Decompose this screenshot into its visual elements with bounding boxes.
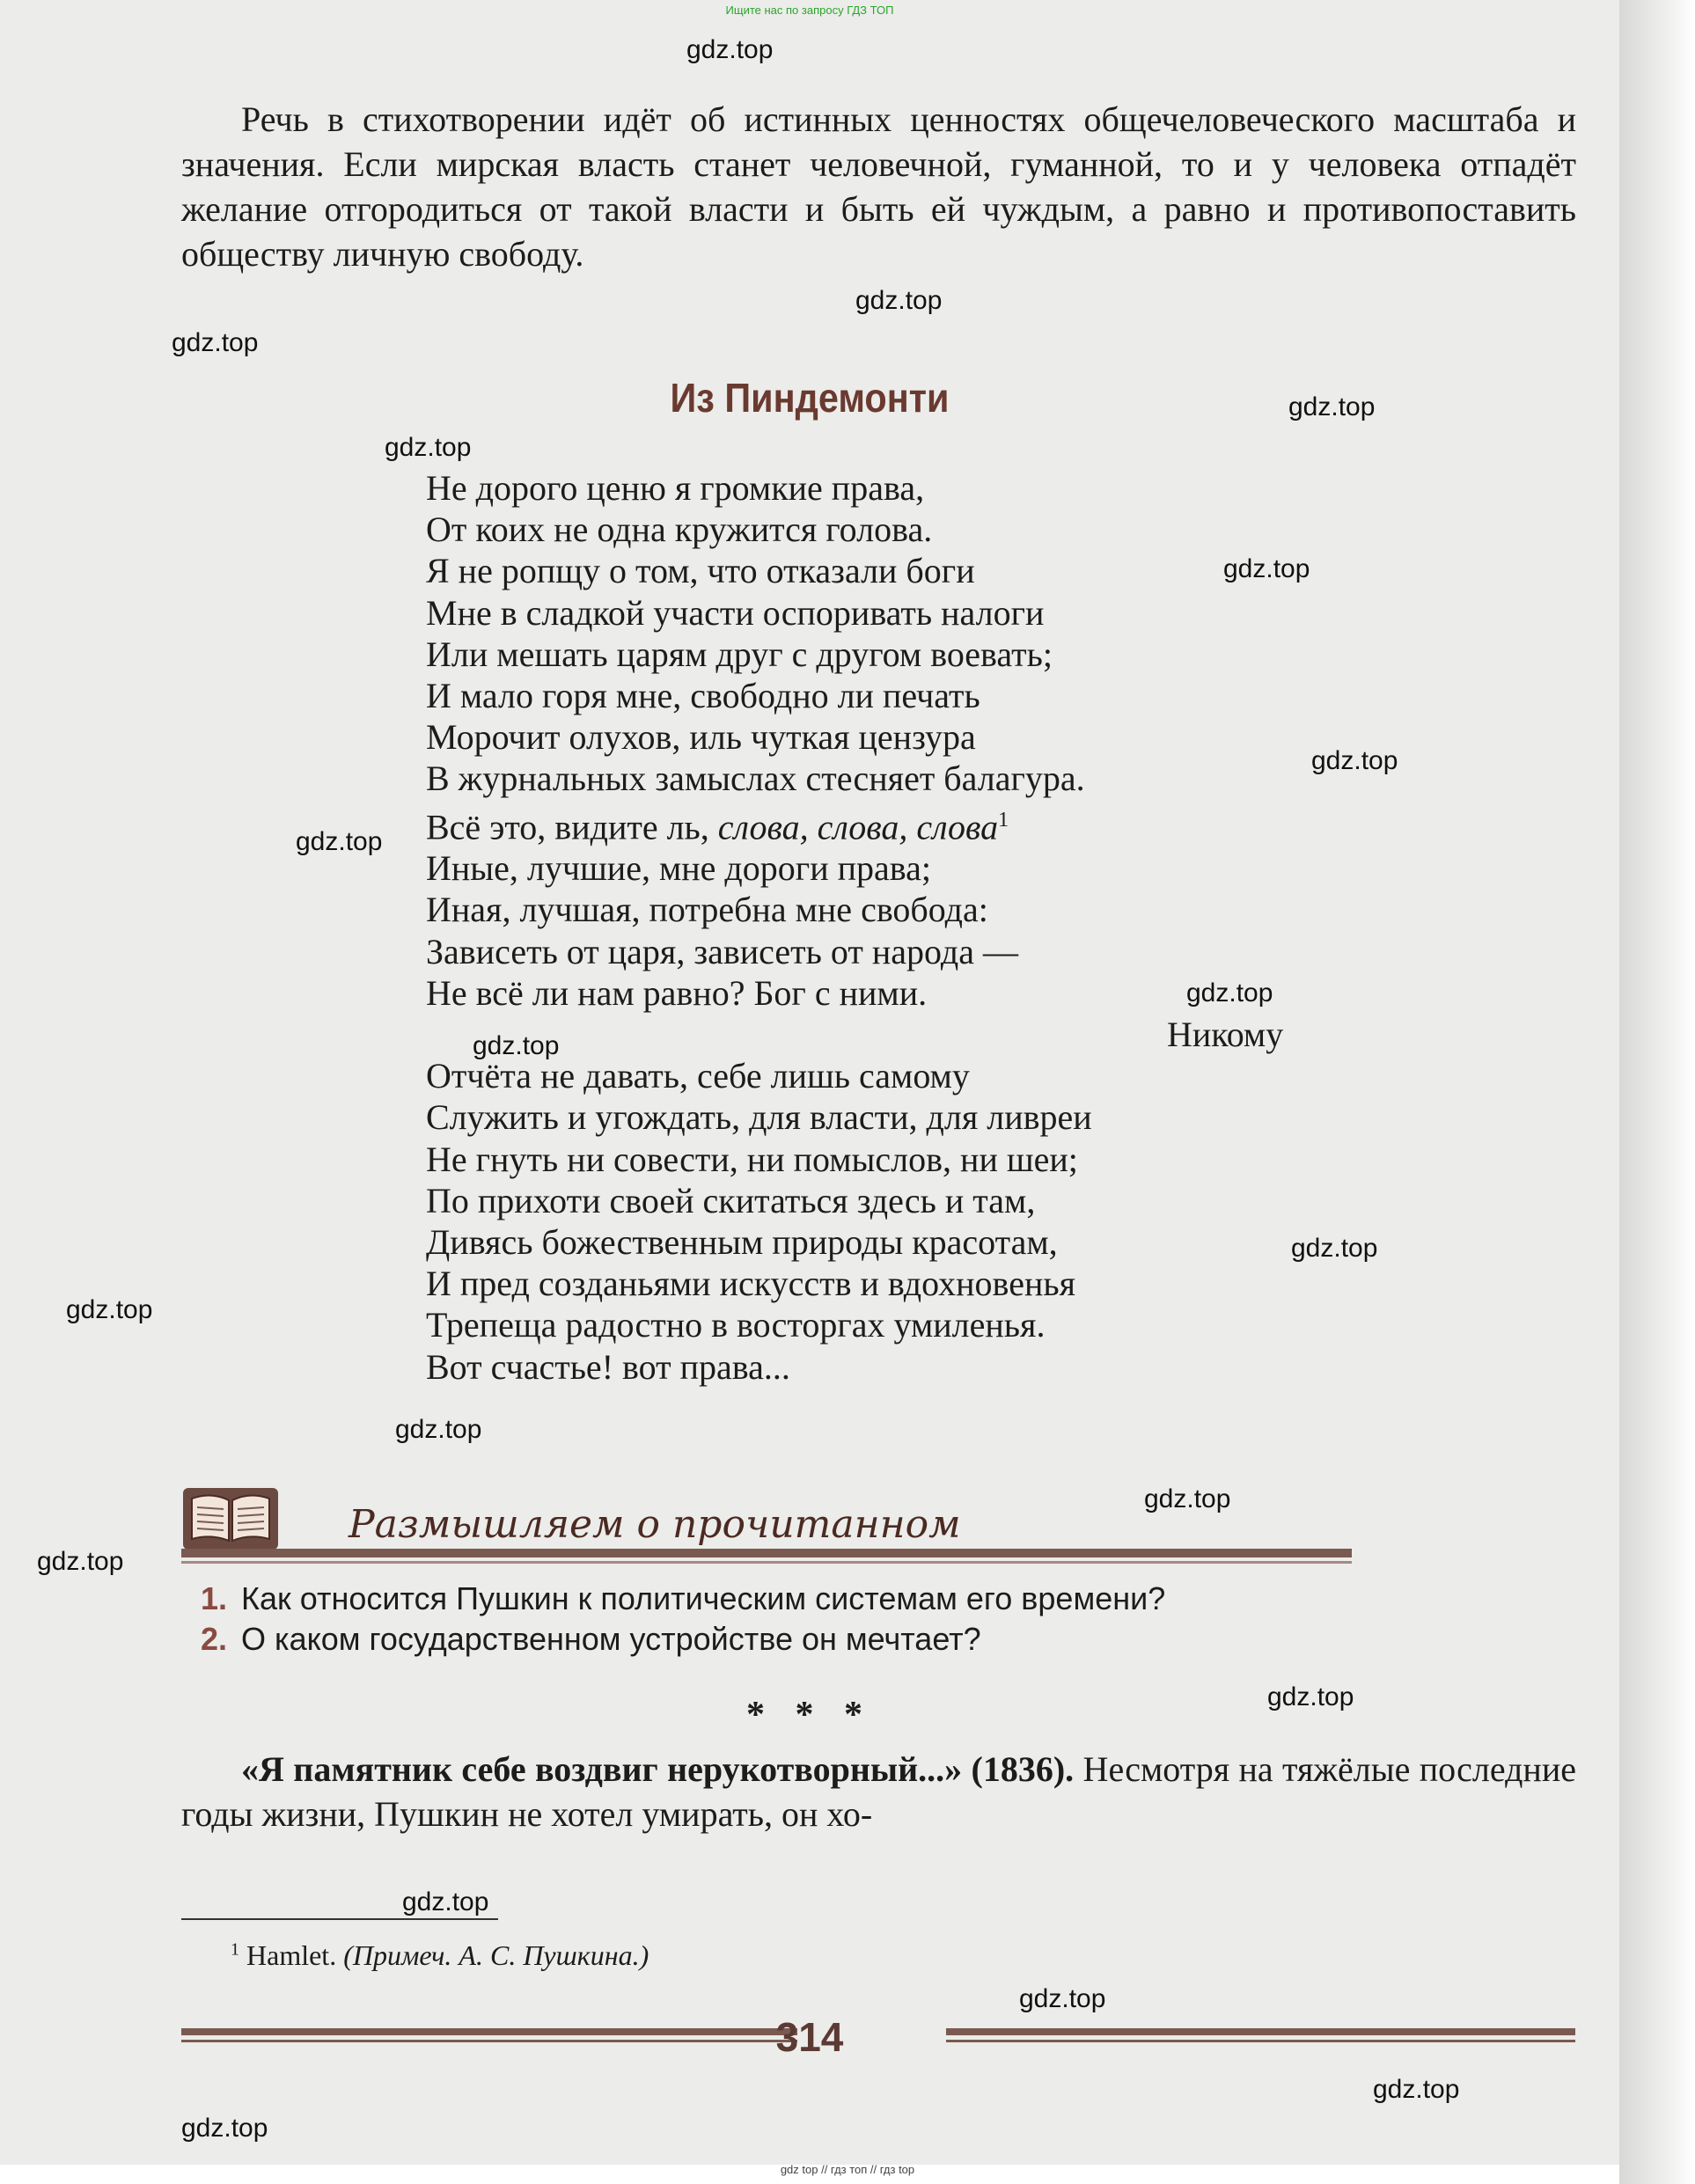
watermark: gdz.top	[385, 433, 472, 462]
watermark: gdz.top	[1223, 554, 1310, 583]
poem-line: Я не ропщу о том, что отказали боги	[426, 551, 975, 591]
poem-line: Мне в сладкой участи оспоривать налоги	[426, 592, 1045, 633]
watermark: gdz.top	[1019, 1984, 1106, 2013]
open-book-icon	[181, 1483, 280, 1553]
footnote	[231, 1939, 649, 1972]
question-2: 2. О каком государственном устройстве он мечтает?	[201, 1621, 981, 1657]
section-rule	[181, 1549, 1352, 1557]
section-separator: * * *	[746, 1695, 873, 1735]
poem-line: В журнальных замыслах стесняет балагура.	[426, 759, 1085, 799]
watermark: gdz.top	[172, 328, 259, 357]
watermark: gdz.top	[37, 1547, 124, 1576]
watermark: gdz.top	[1267, 1682, 1354, 1711]
closing-bold-title: «Я памятник себе воздвиг нерукотворный...» (1836).	[241, 1749, 1075, 1789]
poem-line: От коих не одна кружится голова.	[426, 509, 933, 550]
watermark: gdz.top	[66, 1295, 153, 1324]
section-title: Размышляем о прочитанном	[349, 1502, 961, 1547]
watermark: gdz.top	[473, 1031, 560, 1060]
watermark: gdz.top	[1288, 392, 1376, 421]
watermark: gdz.top	[1144, 1484, 1231, 1513]
poem-line-indented: Никому	[1167, 1014, 1284, 1054]
poem-line: Трепеща радостно в восторгах умиленья.	[426, 1305, 1046, 1345]
closing-paragraph	[181, 1747, 1576, 1836]
poem-line: Не гнуть ни совести, ни помыслов, ни шеи;	[426, 1139, 1078, 1179]
watermark: gdz.top	[395, 1415, 482, 1444]
poem-title: Из Пиндемонти	[670, 375, 950, 421]
poem-line: Иная, лучшая, потребна мне свобода:	[426, 890, 988, 930]
poem-line: Служить и угождать, для власти, для ливреи	[426, 1097, 1092, 1138]
poem-line: Или мешать царям друг с другом воевать;	[426, 634, 1053, 674]
top-banner: Ищите нас по запросу ГДЗ ТОП	[725, 4, 894, 17]
page-edge	[1619, 0, 1695, 2184]
watermark: gdz.top	[296, 827, 383, 856]
poem-line-with-footnote	[426, 800, 1283, 848]
poem-line: Морочит олухов, иль чуткая цензура	[426, 717, 976, 758]
footnote-note: (Примеч. А. С. Пушкина.)	[343, 1939, 649, 1971]
page-number: 314	[775, 2014, 844, 2060]
footnote-number: 1	[231, 1939, 239, 1960]
section-heading	[181, 1483, 1361, 1553]
footnote-text: Hamlet.	[246, 1939, 337, 1971]
poem-line: Зависеть от царя, зависеть от народа —	[426, 931, 1018, 971]
poem-line: Отчёта не давать, себе лишь самому	[426, 1056, 970, 1096]
watermark: gdz.top	[855, 286, 943, 315]
poem-italic-words: слова, слова, слова	[717, 806, 999, 846]
watermark: gdz.top	[1373, 2075, 1460, 2104]
poem-line: И пред созданьями искусств и вдохновенья	[426, 1264, 1075, 1304]
watermark: gdz.top	[1311, 746, 1398, 775]
poem-body	[426, 467, 1283, 1388]
poem-line: Иные, лучшие, мне дороги права;	[426, 848, 931, 889]
question-1: 1. Как относится Пушкин к политическим системам его времени?	[201, 1580, 1166, 1616]
poem-line: Не дорого ценю я громкие права,	[426, 468, 925, 508]
watermark: gdz.top	[402, 1887, 489, 1916]
watermark: gdz.top	[1291, 1234, 1378, 1263]
watermark: gdz.top	[1186, 978, 1273, 1008]
section-rule-thin	[181, 1561, 1352, 1564]
watermark: gdz.top	[686, 35, 774, 64]
watermark: gdz.top	[181, 2114, 268, 2143]
closing-text: Несмотря на тяжёлые последние годы жизни, Пушкин не хотел умирать, он хо-	[181, 1749, 1576, 1834]
intro-paragraph: Речь в стихотворении идёт об истинных ценностях общечеловеческого масштаба и значения. Если мирская власть станет человечной, гуманной, то и у человека отпадёт желание отгородиться от такой власти и быть ей чуждым, а равно и противопоставить обществу личную свободу.	[181, 99, 1576, 274]
poem-line: Не всё ли нам равно? Бог с ними.	[426, 972, 928, 1013]
poem-line: И мало горя мне, свободно ли печать	[426, 676, 980, 716]
footnote-mark: 1	[998, 808, 1009, 832]
footnote-rule	[181, 1918, 498, 1920]
bottom-banner: gdz top // гдз топ // гдз top	[780, 2163, 915, 2176]
poem-line: Дивясь божественным природы красотам,	[426, 1221, 1058, 1262]
poem-line-prefix: Всё это, видите ль,	[426, 806, 718, 846]
poem-line: По прихоти своей скитаться здесь и там,	[426, 1180, 1036, 1220]
poem-line: Вот счастье! вот права...	[426, 1346, 790, 1387]
